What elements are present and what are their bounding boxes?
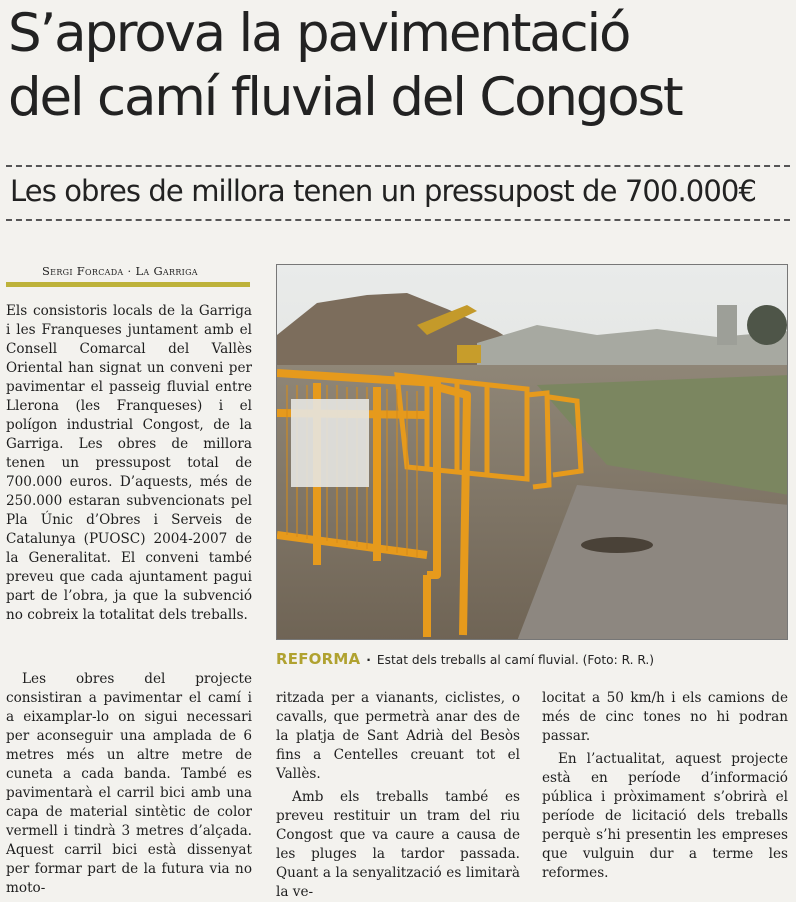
body-paragraph-3: Amb els treballs també es preveu restituir un tram del riu Congost que va caure a causa de les pluges la tardor passada. Quant a la senyalització es limitarà la ve-: [276, 789, 520, 900]
headline-line-2: del camí fluvial del Congost: [8, 67, 682, 128]
body-column-1-lower: [6, 670, 252, 898]
subhead-bottom-rule: [6, 219, 790, 221]
photo-caption: REFORMA · Estat dels treballs al camí fluvial. (Foto: R. R.): [276, 650, 655, 668]
body-paragraph-3-continued: locitat a 50 km/h i els camions de més de cinc tones no hi podran passar.: [542, 690, 788, 744]
byline: Sergi Forcada · La Garriga: [42, 264, 198, 278]
byline-location: La Garriga: [135, 264, 198, 278]
body-column-2: [276, 689, 520, 902]
headline: [8, 2, 788, 130]
caption-kicker: REFORMA: [276, 650, 361, 668]
body-column-3: [542, 689, 788, 883]
caption-text: Estat dels treballs al camí fluvial. (Foto: R. R.): [376, 653, 655, 667]
body-paragraph-1: Els consistoris locals de la Garriga i les Franqueses juntament amb el Consell Comarcal del Vallès Oriental han signat un conveni per pavimentar el passeig fluvial entre Llerona (les Franqueses) i el polígon industrial Congost, de la Garriga. Les obres de millora tenen un pressupost total de 700.000 euros. D’aquests, més de 250.000 estaran subvencionats pel Pla Únic d’Obres i Serveis de Catalunya (PUOSC) 2004-2007 de la Generalitat. El conveni també preveu que cada ajuntament pagui part de l’obra, ja que la subvenció no cobreix la totalitat dels treballs.: [6, 303, 252, 623]
body-paragraph-4: En l’actualitat, aquest projecte està en període d’informació pública i pròximament s’obrirà el període de licitació dels treballs perquè s’hi presentin les empreses que vulguin dur a terme les reformes.: [542, 751, 788, 881]
body-paragraph-2: Les obres del projecte consistiran a pavimentar el camí i a eixamplar-lo on sigui necessari per aconseguir una amplada de 6 metres més un altre metre de cuneta a cada banda. També es pavimentarà el carril bici amb una capa de material sintètic de color vermell i tindrà 3 metres d’alçada. Aquest carril bici està dissenyat per formar part de la futura via no moto-: [6, 671, 252, 896]
headline-line-1: S’aprova la pavimentació: [8, 3, 630, 64]
article-photo: [276, 264, 788, 640]
subhead-top-rule: [6, 165, 790, 167]
subheadline: Les obres de millora tenen un pressupost de 700.000€: [10, 174, 756, 208]
byline-accent-bar: [6, 282, 250, 287]
body-column-1: [6, 302, 252, 625]
byline-author: Sergi Forcada: [42, 264, 124, 278]
construction-site-image: [277, 265, 788, 640]
body-paragraph-2-continued: ritzada per a vianants, ciclistes, o cavalls, que permetrà anar des de la platja de Sant Adrià del Besòs fins a Centelles creuant tot el Vallès.: [276, 690, 520, 782]
